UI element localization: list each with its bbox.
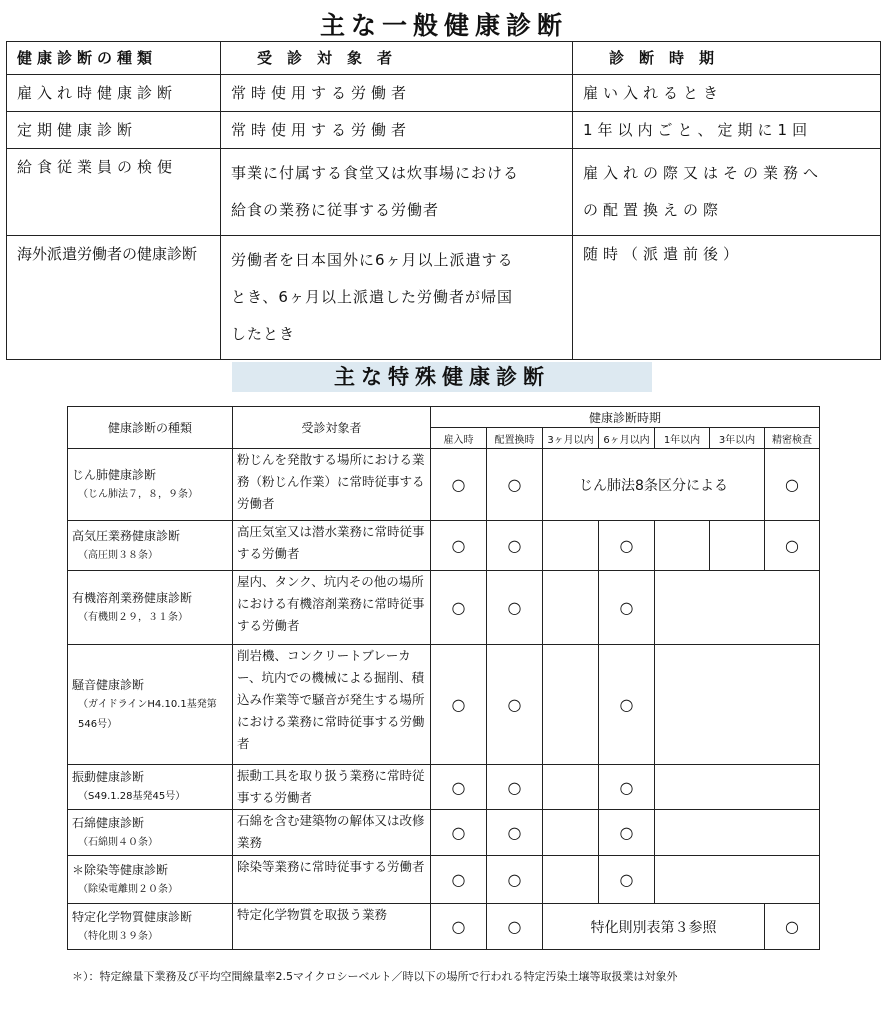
row-target: 除染等業務に常時従事する労働者 <box>233 856 431 904</box>
table-header-row <box>7 42 881 75</box>
row-target: 石綿を含む建築物の解体又は改修業務 <box>233 810 431 856</box>
row-period: 1年以内ごと、定期に1回 <box>573 112 881 149</box>
row-law: （S49.1.28基発45号） <box>78 791 186 802</box>
subheader-1-year: 1年以内 <box>655 428 710 449</box>
mark-circle: ○ <box>487 810 543 856</box>
row-name: 高気圧業務健康診断 <box>72 528 181 543</box>
row-target: 粉じんを発散する場所における業務（粉じん作業）に常時従事する労働者 <box>233 449 431 521</box>
mark-circle: ○ <box>431 521 487 571</box>
row-name-cell <box>68 765 233 810</box>
row-name: 振動健康診断 <box>72 770 145 784</box>
mark-circle: ○ <box>765 521 820 571</box>
mark-circle: ○ <box>431 810 487 856</box>
mark-circle: ○ <box>431 904 487 950</box>
table-row <box>7 112 881 149</box>
column-header-period: 診 断 時 期 <box>573 42 881 75</box>
mark-circle: ○ <box>765 449 820 521</box>
row-name-cell <box>68 521 233 571</box>
row-target: 労働者を日本国外に6ヶ月以上派遣する とき、6ヶ月以上派遣した労働者が帰国 したとき <box>221 236 573 360</box>
row-target: 特定化学物質を取扱う業務 <box>233 904 431 950</box>
row-law: （高圧則３８条） <box>78 549 158 561</box>
mark-circle: ○ <box>599 521 655 571</box>
table-row <box>7 149 881 236</box>
general-checkup-title: 主な一般健康診断 <box>319 11 568 40</box>
subheader-detailed-exam: 精密検査 <box>765 428 820 449</box>
table-row <box>68 449 820 521</box>
row-target: 振動工具を取り扱う業務に常時従事する労働者 <box>233 765 431 810</box>
mark-circle: ○ <box>431 645 487 765</box>
row-period: 雇い入れるとき <box>573 75 881 112</box>
column-header-period: 健康診断時期 <box>431 407 820 428</box>
row-type: 定期健康診断 <box>7 112 221 149</box>
row-target: 高圧気室又は潜水業務に常時従事する労働者 <box>233 521 431 571</box>
mark-circle: ○ <box>487 856 543 904</box>
column-header-type: 健康診断の種類 <box>68 407 233 449</box>
row-law: （石綿則４０条） <box>78 836 158 848</box>
mark-circle: ○ <box>765 904 820 950</box>
row-name-cell <box>68 904 233 950</box>
row-name: 特定化学物質健康診断 <box>72 909 193 924</box>
table-row <box>68 856 820 904</box>
row-span-text: じん肺法8条区分による <box>543 449 765 521</box>
row-name-cell <box>68 856 233 904</box>
subheader-3-years: 3年以内 <box>710 428 765 449</box>
row-law: （特化則３９条） <box>78 930 158 942</box>
subheader-3-months: 3ヶ月以内 <box>543 428 599 449</box>
table-header-row <box>68 407 820 428</box>
row-type: 給食従業員の検便 <box>7 149 221 236</box>
table-row <box>68 904 820 950</box>
row-name: 石綿健康診断 <box>72 815 145 830</box>
row-type: 海外派遣労働者の健康診断 <box>7 236 221 360</box>
mark-circle: ○ <box>431 571 487 645</box>
table-row <box>68 810 820 856</box>
column-header-type: 健康診断の種類 <box>7 42 221 75</box>
row-name: ＊除染等健康診断 <box>72 862 169 877</box>
table-row <box>68 521 820 571</box>
row-law: （有機則２９，３１条） <box>78 611 188 623</box>
general-checkup-table <box>6 41 881 360</box>
mark-circle: ○ <box>487 904 543 950</box>
mark-circle: ○ <box>599 856 655 904</box>
mark-circle: ○ <box>487 571 543 645</box>
footnote: ＊）：特定線量下業務及び平均空間線量率2.5マイクロシーベルト／時以下の場所で行われる特定汚染土壌等取扱業は対象外 <box>72 970 678 983</box>
subheader-6-months: 6ヶ月以内 <box>599 428 655 449</box>
mark-circle: ○ <box>431 856 487 904</box>
table-row <box>68 571 820 645</box>
table-row <box>68 645 820 765</box>
row-law: （じん肺法７，８，９条） <box>78 488 198 500</box>
special-checkup-title: 主な特殊健康診断 <box>232 362 652 392</box>
row-period: 随時（派遣前後） <box>573 236 881 360</box>
mark-circle: ○ <box>487 449 543 521</box>
row-name-cell <box>68 645 233 765</box>
mark-circle: ○ <box>487 765 543 810</box>
row-name: 騒音健康診断 <box>72 677 145 692</box>
special-checkup-table <box>67 406 820 950</box>
row-span-text: 特化則別表第３参照 <box>543 904 765 950</box>
row-name-cell <box>68 449 233 521</box>
column-header-target: 受診対象者 <box>233 407 431 449</box>
row-period: 雇入れの際又はその業務へ の配置換えの際 <box>573 149 881 236</box>
subheader-hire: 雇入時 <box>431 428 487 449</box>
row-target: 常時使用する労働者 <box>221 112 573 149</box>
column-header-target: 受 診 対 象 者 <box>221 42 573 75</box>
mark-circle: ○ <box>431 765 487 810</box>
mark-circle: ○ <box>599 571 655 645</box>
row-name-cell <box>68 571 233 645</box>
mark-circle: ○ <box>599 645 655 765</box>
table-row <box>7 236 881 360</box>
row-name: 有機溶剤業務健康診断 <box>72 590 193 605</box>
mark-circle: ○ <box>599 810 655 856</box>
subheader-reassign: 配置換時 <box>487 428 543 449</box>
row-type: 雇入れ時健康診断 <box>7 75 221 112</box>
row-law: （ガイドラインH4.10.1基発第546号） <box>78 698 217 730</box>
row-target: 事業に付属する食堂又は炊事場における 給食の業務に従事する労働者 <box>221 149 573 236</box>
row-law: （除染電離則２０条） <box>78 883 178 895</box>
mark-circle: ○ <box>487 521 543 571</box>
mark-circle: ○ <box>431 449 487 521</box>
table-row <box>7 75 881 112</box>
mark-circle: ○ <box>487 645 543 765</box>
table-row <box>68 765 820 810</box>
mark-circle: ○ <box>599 765 655 810</box>
row-target: 屋内、タンク、坑内その他の場所における有機溶剤業務に常時従事する労働者 <box>233 571 431 645</box>
row-name: じん肺健康診断 <box>72 467 157 482</box>
row-target: 削岩機、コンクリートブレーカー、坑内での機械による掘削、積込み作業等で騒音が発生する場所における業務に常時従事する労働者 <box>233 645 431 765</box>
row-target: 常時使用する労働者 <box>221 75 573 112</box>
row-name-cell <box>68 810 233 856</box>
